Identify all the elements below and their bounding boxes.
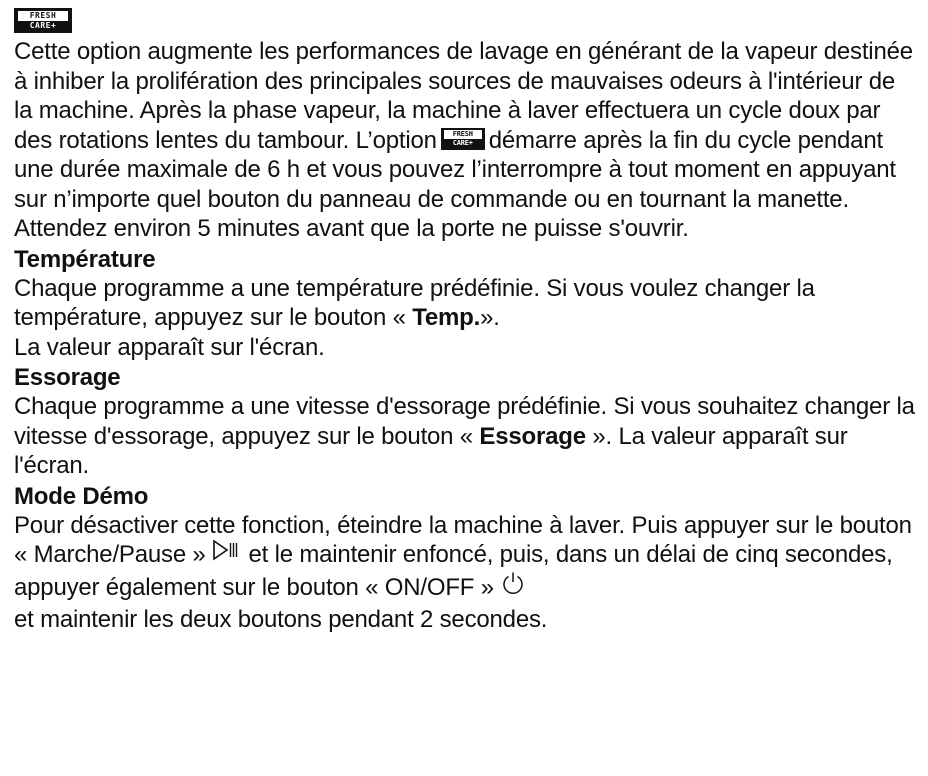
manual-page: [14, 8, 918, 635]
temperature-text-line3: La valeur apparaît sur l'écran.: [14, 333, 325, 361]
demo-text-part3: et maintenir les deux boutons pendant 2 secondes.: [14, 606, 548, 633]
demo-text-part1: Pour désactiver cette fonction, éteindre la machine à laver. Puis appuyer sur le bouton « Marche/Pause »: [14, 511, 912, 569]
essorage-description: [14, 392, 918, 481]
essorage-text-before: Chaque programme a une vitesse d'essorage prédéfinie. Si vous souhaitez changer la vitesse d'essorage, appuyez sur le bouton «: [14, 393, 915, 450]
fresh-care-text-part1: Cette option augmente les performances de lavage en générant de la vapeur destinée à inhiber la prolifération des principales sources de mauvaises odeurs à l'intérieur de la machine. Après la phase vapeur, la machine à laver effectuera un cycle doux par des rotations lentes du tambour. L’option: [14, 38, 913, 154]
demo-text-part2: et le maintenir enfoncé, puis, dans un délai de cinq secondes, appuyer également sur le bouton « ON/OFF »: [14, 541, 893, 601]
temperature-heading: Température: [14, 245, 156, 273]
temperature-description: [14, 274, 918, 363]
fresh-care-inline-icon: FRESH CARE+: [441, 128, 485, 150]
temperature-text-before: Chaque programme a une température prédéfinie. Si vous voulez changer la température, appuyez sur le bouton «: [14, 274, 815, 331]
demo-description: [14, 511, 918, 635]
demo-heading: Mode Démo: [14, 482, 149, 510]
play-pause-icon: [212, 538, 242, 570]
fresh-care-icon: FRESH CARE+: [14, 8, 72, 33]
essorage-button-label: Essorage: [479, 422, 586, 450]
temperature-button-label: Temp.: [412, 304, 481, 331]
power-icon: [500, 570, 526, 604]
fresh-care-description: [14, 37, 918, 244]
fresh-care-text-part2: démarre après la fin du cycle pendant une durée maximale de 6 h et vous pouvez l’interrompre à tout moment en appuyant sur n’importe quel bouton du panneau de commande ou en tournant la manette. Attendez environ 5 minutes avant que la porte ne puisse s'ouvrir.: [14, 126, 896, 242]
temperature-text-after: ».: [480, 304, 500, 331]
essorage-text-after: ». La valeur apparaît sur l'écran.: [14, 422, 848, 479]
essorage-heading: Essorage: [14, 364, 121, 391]
